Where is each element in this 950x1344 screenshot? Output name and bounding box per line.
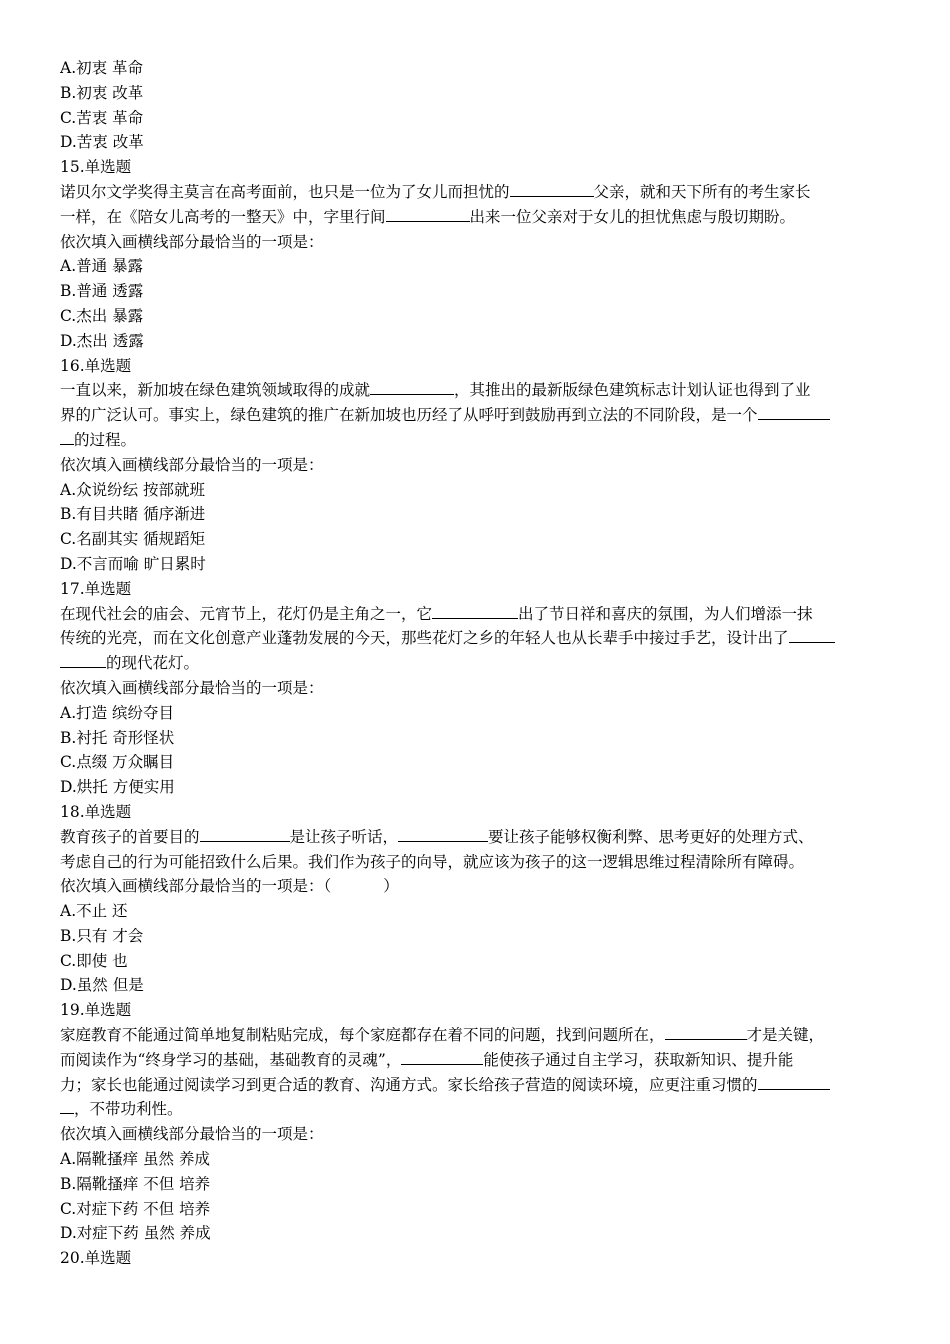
q19-blank-1: [665, 1024, 747, 1040]
q17-text: 在现代社会的庙会、元宵节上，花灯仍是主角之一，它: [60, 604, 433, 623]
q17-text: 的现代花灯。: [106, 654, 200, 673]
q18-text: 是让孩子听话，: [289, 827, 399, 846]
q18-prompt-text: 依次填入画横线部分最恰当的一项是：（: [60, 877, 332, 896]
q17-prompt: 依次填入画横线部分最恰当的一项是：: [60, 678, 324, 697]
q17-option-b: B.衬托 奇形怪状: [60, 728, 175, 747]
q20-header: 20.单选题: [60, 1249, 132, 1268]
q15-blank-2: [386, 206, 470, 222]
q19-option-c: C.对症下药 不但 培养: [60, 1199, 211, 1218]
q17-blank-2a: [789, 627, 835, 643]
q15-text: 一样，在《陪女儿高考的一整天》中，字里行间: [60, 207, 386, 226]
q18-blank-1: [200, 826, 290, 842]
q19-text: 能使孩子通过自主学习，获取新知识、提升能: [483, 1050, 794, 1069]
q17-stem-line-3: [60, 651, 900, 676]
q16-blank-2a: [758, 404, 830, 420]
q19-option-d: D.对症下药 虽然 养成: [60, 1224, 211, 1243]
q17-text: 出了节日祥和喜庆的氛围，为人们增添一抹: [518, 604, 813, 623]
q15-block: [60, 155, 900, 353]
q17-option-d: D.烘托 方便实用: [60, 778, 175, 797]
q19-stem-line-4: [60, 1097, 900, 1122]
q18-header: 18.单选题: [60, 802, 132, 821]
q18-text: 教育孩子的首要目的: [60, 827, 200, 846]
q19-option-b: B.隔靴搔痒 不但 培养: [60, 1174, 211, 1193]
q16-prompt: 依次填入画横线部分最恰当的一项是：: [60, 455, 324, 474]
q16-text: ，其推出的最新版绿色建筑标志计划认证也得到了业: [454, 381, 811, 400]
q19-stem-line-3: [60, 1073, 900, 1098]
q15-stem-line-2: [60, 205, 900, 230]
q15-blank-1: [510, 181, 594, 197]
q18-prompt-close: ）: [383, 877, 399, 896]
q16-text: 的过程。: [74, 430, 137, 449]
q15-text: 诺贝尔文学奖得主莫言在高考面前，也只是一位为了女儿而担忧的: [60, 182, 510, 201]
q19-text: 才是关键，: [746, 1026, 825, 1045]
q16-option-c: C.名副其实 循规蹈矩: [60, 530, 206, 549]
q17-blank-2b: [60, 652, 106, 668]
q14-block: [60, 56, 900, 155]
q17-text: 传统的光亮，而在文化创意产业蓬勃发展的今天，那些花灯之乡的年轻人也从长辈手中接过手艺，设计出了: [60, 629, 789, 648]
q18-text: 要让孩子能够权衡利弊、思考更好的处理方式、: [488, 827, 814, 846]
q16-option-b: B.有目共睹 循序渐进: [60, 505, 206, 524]
q15-text: 父亲，就和天下所有的考生家长: [593, 182, 811, 201]
q16-blank-1: [370, 379, 454, 395]
q16-option-a: A.众说纷纭 按部就班: [60, 480, 206, 499]
q18-block: [60, 800, 900, 998]
q17-stem-line-1: [60, 602, 900, 627]
q16-stem-line-1: [60, 378, 900, 403]
q19-block: [60, 998, 900, 1246]
q19-blank-2: [401, 1049, 483, 1065]
q19-blank-3b: [60, 1098, 74, 1114]
q16-stem-line-3: [60, 428, 900, 453]
q15-prompt: 依次填入画横线部分最恰当的一项是：: [60, 232, 324, 251]
q18-prompt: [60, 874, 900, 899]
q17-blank-1: [432, 603, 518, 619]
q18-stem-line-1: [60, 825, 900, 850]
q17-stem-line-2: [60, 626, 900, 651]
q19-text: 力；家长也能通过阅读学习到更合适的教育、沟通方式。家长给孩子营造的阅读环境，应更注重习惯的: [60, 1075, 758, 1094]
q17-option-c: C.点缀 万众瞩目: [60, 753, 175, 772]
q18-stem-line-2: 考虑自己的行为可能招致什么后果。我们作为孩子的向导，就应该为孩子的这一逻辑思维过程清除所有障碍。: [60, 852, 805, 871]
q18-option-a: A.不止 还: [60, 902, 128, 921]
q16-block: [60, 354, 900, 577]
q18-option-d: D.虽然 但是: [60, 976, 144, 995]
q18-option-c: C.即使 也: [60, 951, 128, 970]
q19-header: 19.单选题: [60, 1001, 132, 1020]
q15-option-d: D.杰出 透露: [60, 331, 144, 350]
q14-option-b: B.初衷 改革: [60, 83, 144, 102]
q15-stem-line-1: [60, 180, 900, 205]
q14-option-d: D.苦衷 改革: [60, 133, 144, 152]
q17-option-a: A.打造 缤纷夺目: [60, 703, 175, 722]
q17-header: 17.单选题: [60, 579, 132, 598]
q14-option-a: A.初衷 革命: [60, 59, 144, 77]
q16-blank-2b: [60, 429, 74, 445]
q15-option-b: B.普通 透露: [60, 282, 144, 301]
q16-header: 16.单选题: [60, 356, 132, 375]
question-list: [60, 56, 900, 1271]
q19-blank-3a: [758, 1074, 830, 1090]
q15-header: 15.单选题: [60, 158, 132, 177]
q16-text: 一直以来，新加坡在绿色建筑领域取得的成就: [60, 381, 371, 400]
q16-stem-line-2: [60, 403, 900, 428]
q14-option-c: C.苦衷 革命: [60, 108, 144, 127]
q17-block: [60, 577, 900, 800]
q15-option-a: A.普通 暴露: [60, 257, 144, 276]
q19-prompt: 依次填入画横线部分最恰当的一项是：: [60, 1125, 324, 1144]
q19-option-a: A.隔靴搔痒 虽然 养成: [60, 1150, 210, 1169]
q20-block: [60, 1246, 900, 1271]
q18-blank-2: [398, 826, 488, 842]
q15-option-c: C.杰出 暴露: [60, 306, 144, 325]
q16-text: 界的广泛认可。事实上，绿色建筑的推广在新加坡也历经了从呼吁到鼓励再到立法的不同阶段，是一个: [60, 406, 758, 425]
q19-text: ，不带功利性。: [74, 1100, 183, 1119]
q18-option-b: B.只有 才会: [60, 926, 144, 945]
q16-option-d: D.不言而喻 旷日累时: [60, 554, 206, 573]
q19-text: 家庭教育不能通过简单地复制粘贴完成，每个家庭都存在着不同的问题，找到问题所在，: [60, 1026, 665, 1045]
q15-text: 出来一位父亲对于女儿的担忧焦虑与殷切期盼。: [469, 207, 796, 226]
q19-text: 而阅读作为“终身学习的基础，基础教育的灵魂”，: [60, 1050, 402, 1069]
q19-stem-line-2: [60, 1048, 900, 1073]
q19-stem-line-1: [60, 1023, 900, 1048]
